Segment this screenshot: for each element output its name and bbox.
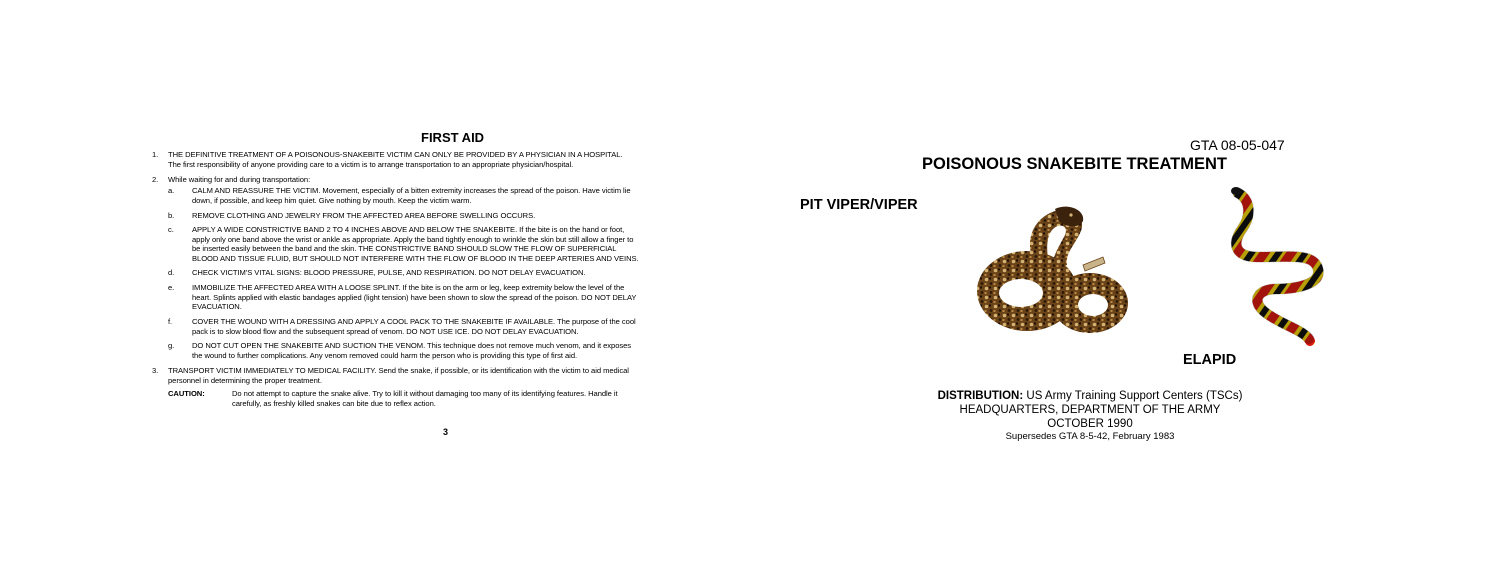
subitem-letter: c. — [168, 225, 174, 234]
subitem-line: CALM AND REASSURE THE VICTIM. Movement, especially of a bitten extremity increases the spread of the poison. Have victim lie — [192, 186, 631, 195]
item-number: 1. — [152, 150, 159, 159]
subitem-letter: a. — [168, 186, 175, 195]
distribution-block — [880, 389, 1300, 443]
subitem-line: IMMOBILIZE THE AFFECTED AREA WITH A LOOSE SPLINT. If the bite is on the arm or leg, keep extremity below the level of the — [192, 283, 625, 292]
item-2-intro: While waiting for and during transportation: — [168, 175, 311, 184]
caution-line-1: Do not attempt to capture the snake alive. Try to kill it without damaging too many of its identifying features. Handle it — [232, 389, 618, 398]
distribution-line — [880, 389, 1300, 403]
distribution-label: DISTRIBUTION: — [937, 390, 1024, 402]
pit-viper-label: PIT VIPER/VIPER — [800, 197, 918, 213]
subitem-line: be inserted easily between the band and the skin. THE CONSTRICTIVE BAND SHOULD SLOW THE FLOW OF SUPERFICIAL — [192, 244, 617, 253]
elapid-label: ELAPID — [1183, 352, 1237, 368]
item-3-line-1: TRANSPORT VICTIM IMMEDIATELY TO MEDICAL FACILITY. Send the snake, if possible, or its identification with the victim to aid medical — [168, 366, 629, 375]
subitem-letter: e. — [168, 283, 175, 292]
subitem-line: down, if possible, and keep him quiet. Give nothing by mouth. Keep the victim warm. — [192, 195, 472, 205]
main-title: POISONOUS SNAKEBITE TREATMENT — [922, 155, 1227, 173]
subitem-line: heart. Splints applied with elastic bandages applied (light tension) have been shown to slow the spread of the poison. DO NOT DELAY — [192, 292, 637, 302]
subitem-line: COVER THE WOUND WITH A DRESSING AND APPLY A COOL PACK TO THE SNAKEBITE IF AVAILABLE. The purpose of the cool — [192, 317, 636, 326]
first-aid-title: FIRST AID — [421, 130, 485, 145]
distribution-value: US Army Training Support Centers (TSCs) — [1026, 390, 1243, 402]
subitem-letter: d. — [168, 268, 175, 277]
subitem-line: REMOVE CLOTHING AND JEWELRY FROM THE AFFECTED AREA BEFORE SWELLING OCCURS. — [192, 211, 536, 220]
coral-snake-illustration — [1210, 185, 1330, 350]
caution-label: CAUTION: — [168, 389, 205, 398]
subitem-line: BLOOD AND TISSUE FLUID, BUT SHOULD NOT INTERFERE WITH THE FLOW OF BLOOD IN THE DEEP ARTERIES AND VEINS. — [192, 253, 639, 263]
item-1-line-1: THE DEFINITIVE TREATMENT OF A POISONOUS-SNAKEBITE VICTIM CAN ONLY BE PROVIDED BY A PHYSICIAN IN A HOSPITAL. — [168, 150, 623, 159]
subitem-letter: f. — [168, 317, 173, 326]
supersedes-line: Supersedes GTA 8-5-42, February 1983 — [1005, 431, 1175, 442]
subitem-line: APPLY A WIDE CONSTRICTIVE BAND 2 TO 4 INCHES ABOVE AND BELOW THE SNAKEBITE. If the bite is on the hand or foot, — [192, 225, 625, 234]
subitem-line: EVACUATION. — [192, 302, 242, 311]
item-number: 2. — [152, 175, 159, 184]
subitem-letter: b. — [168, 211, 175, 220]
subitem-line: CHECK VICTIM'S VITAL SIGNS: BLOOD PRESSURE, PULSE, AND RESPIRATION. DO NOT DELAY EVACUATION. — [192, 268, 586, 277]
page-number: 3 — [443, 427, 449, 437]
headquarters-line: HEADQUARTERS, DEPARTMENT OF THE ARMY — [959, 404, 1221, 416]
subitem-letter: g. — [168, 341, 175, 350]
document-number: GTA 08-05-047 — [1190, 137, 1285, 153]
subitem-line: apply only one band above the wrist or ankle as appropriate. Apply the band tightly enough to wrinkle the skin but still allow a finger to — [192, 234, 634, 244]
item-number: 3. — [152, 366, 159, 375]
date-line: OCTOBER 1990 — [1047, 418, 1133, 430]
caution-line-2: carefully, as freshly killed snakes can bite due to reflex action. — [232, 398, 436, 408]
subitem-line: pack is to slow blood flow and the subsequent spread of venom. DO NOT USE ICE. DO NOT DELAY EVACUATION. — [192, 326, 579, 336]
subitem-line: DO NOT CUT OPEN THE SNAKEBITE AND SUCTION THE VENOM. This technique does not remove much venom, and it exposes — [192, 341, 632, 350]
item-3-line-2: personnel in determining the proper treatment. — [168, 375, 322, 385]
subitem-line: the wound to further complications. Any venom removed could harm the person who is providing this type of first aid. — [192, 350, 578, 360]
item-1-line-2: The first responsibility of anyone providing care to a victim is to arrange transportation to an appropriate physician/hospital. — [168, 159, 574, 169]
rattlesnake-illustration — [975, 205, 1135, 337]
